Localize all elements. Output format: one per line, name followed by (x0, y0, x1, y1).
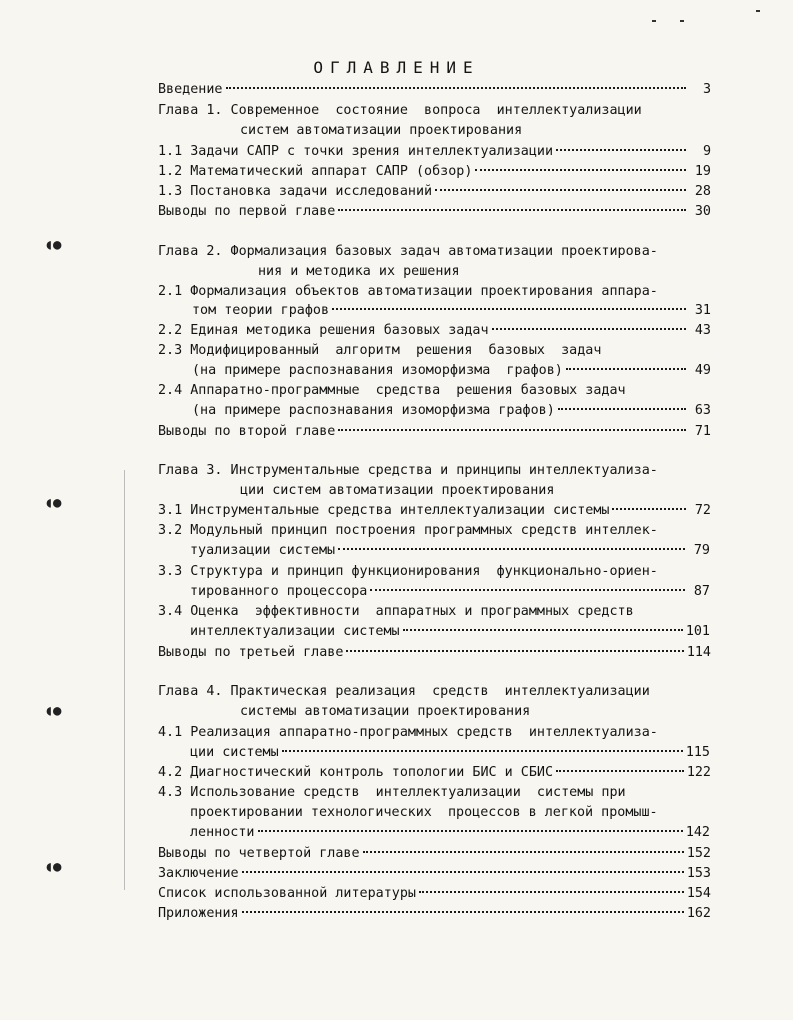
scan-speck (652, 20, 656, 22)
chapter-heading-cont: ния и методика их решения (258, 264, 460, 279)
chapter-heading: Глава 1. Современное состояние вопроса интеллектуализации (158, 103, 642, 118)
toc-entry: 2.2 Единая методика решения базовых задач 43 (158, 323, 711, 338)
toc-entry: 4.3 Использование средств интеллектуализации системы при (158, 785, 626, 800)
chapter-heading: Глава 3. Инструментальные средства и принципы интеллектуализа- (158, 463, 658, 478)
toc-entry: 3.3 Структура и принцип функционирования функционально-ориен- (158, 564, 658, 579)
toc-entry: (на примере распознавания изоморфизма графов) 63 (192, 403, 711, 418)
toc-entry: туализации системы 79 (190, 543, 710, 558)
toc-entry: 1.2 Математический аппарат САПР (обзор) 19 (158, 164, 711, 179)
toc-entry-conclusion: Выводы по третьей главе 114 (158, 645, 711, 660)
toc-entry: 2.4 Аппаратно-программные средства решения базовых задач (158, 383, 626, 398)
punch-hole-icon: ◖● (44, 703, 62, 719)
toc-entry: проектировании технологических процессов в легкой промыш- (190, 805, 658, 820)
toc-entry-conclusion: Выводы по первой главе 30 (158, 204, 711, 219)
chapter-heading-cont: систем автоматизации проектирования (240, 123, 523, 138)
punch-hole-icon: ◖● (44, 237, 62, 253)
chapter-heading: Глава 2. Формализация базовых задач автоматизации проектирова- (158, 244, 658, 259)
toc-entry-appendix: Приложения 162 (158, 906, 711, 921)
toc-entry: ции системы 115 (190, 745, 710, 760)
punch-hole-icon: ◖● (44, 859, 62, 875)
toc-entry: ленности 142 (190, 825, 710, 840)
chapter-heading: Глава 4. Практическая реализация средств интеллектуализации (158, 684, 650, 699)
scan-artifact-line (124, 470, 125, 890)
page-title: ОГЛАВЛЕНИЕ (313, 58, 480, 77)
toc-entry: 3.4 Оценка эффективности аппаратных и программных средств (158, 604, 634, 619)
chapter-heading-cont: системы автоматизации проектирования (240, 704, 531, 719)
toc-entry: 2.1 Формализация объектов автоматизации проектирования аппара- (158, 284, 658, 299)
toc-entry: 4.1 Реализация аппаратно-программных средств интеллектуализа- (158, 725, 658, 740)
toc-entry: 2.3 Модифицированный алгоритм решения базовых задач (158, 343, 602, 358)
toc-entry-conclusion: Выводы по второй главе 71 (158, 424, 711, 439)
toc-entry-references: Список использованной литературы 154 (158, 886, 711, 901)
toc-entry: том теории графов 31 (192, 303, 711, 318)
toc-entry: 1.1 Задачи САПР с точки зрения интеллектуализации 9 (158, 144, 711, 159)
punch-hole-icon: ◖● (44, 495, 62, 511)
toc-entry: 3.1 Инструментальные средства интеллектуализации системы 72 (158, 503, 711, 518)
toc-entry: интеллектуализации системы 101 (190, 624, 710, 639)
toc-entry: тированного процессора 87 (190, 584, 710, 599)
toc-entry: 1.3 Постановка задачи исследований 28 (158, 184, 711, 199)
scan-speck (756, 10, 760, 12)
toc-entry: 4.2 Диагностический контроль топологии БИС и СБИС 122 (158, 765, 711, 780)
toc-entry-intro: Введение 3 (158, 82, 711, 97)
toc-entry-conclusion: Выводы по четвертой главе 152 (158, 846, 711, 861)
chapter-heading-cont: ции систем автоматизации проектирования (240, 483, 555, 498)
toc-entry-closing: Заключение 153 (158, 866, 711, 881)
toc-entry: 3.2 Модульный принцип построения программных средств интеллек- (158, 523, 658, 538)
scan-speck (680, 20, 684, 22)
toc-entry: (на примере распознавания изоморфизма графов) 49 (192, 363, 711, 378)
